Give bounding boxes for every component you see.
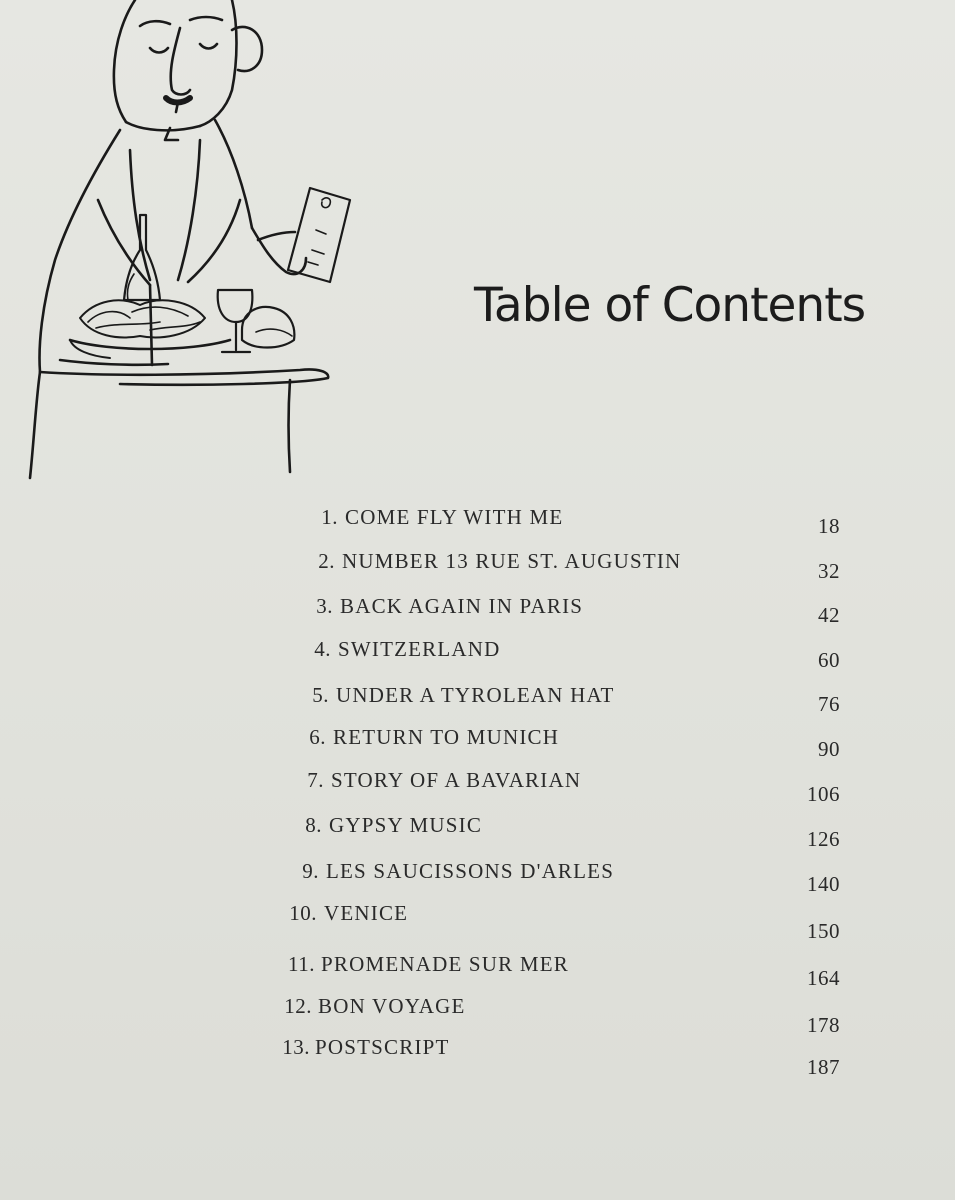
toc-entry-page-number: 32 [818,559,840,583]
toc-entry-number: 9. [302,859,319,883]
toc-entry-number: 7. [307,768,324,792]
toc-entry-title: LES SAUCISSONS D'ARLES [326,859,615,883]
toc-entry-title: BON VOYAGE [318,994,466,1018]
page-title: Table of Contents [474,278,866,333]
toc-entry-number: 6. [309,725,326,749]
toc-entry-number: 5. [312,683,329,707]
toc-entry-title: COME FLY WITH ME [345,505,564,529]
toc-entry-title: STORY OF A BAVARIAN [331,768,582,792]
toc-entry-title: SWITZERLAND [338,637,501,661]
toc-entry-number: 8. [305,813,322,837]
toc-entry-page-number: 126 [807,827,840,851]
toc-entry-page-number: 106 [807,782,840,806]
toc-entry-page-number: 60 [818,648,840,672]
toc-entry-page-number: 187 [807,1055,840,1079]
toc-entry-title: UNDER A TYROLEAN HAT [336,683,615,707]
toc-entry-number: 12. [284,994,312,1018]
toc-entry-page-number: 90 [818,737,840,761]
toc-entry-title: NUMBER 13 RUE ST. AUGUSTIN [342,549,682,573]
toc-entry-title: GYPSY MUSIC [329,813,483,837]
toc-entry-number: 4. [314,637,331,661]
toc-entry-page-number: 178 [807,1013,840,1037]
toc-entry-number: 3. [316,594,333,618]
toc-entry-page-number: 76 [818,692,840,716]
toc-entry-number: 13. [282,1035,310,1059]
toc-entry-page-number: 42 [818,603,840,627]
toc-entry-title: BACK AGAIN IN PARIS [340,594,584,618]
toc-entry-page-number: 150 [807,919,840,943]
toc-entry-number: 10. [289,901,317,925]
toc-entry-number: 2. [318,549,335,573]
toc-entry-title: PROMENADE SUR MER [321,952,569,976]
toc-entry-number: 11. [288,952,315,976]
toc-entry-title: POSTSCRIPT [315,1035,450,1059]
toc-entry-number: 1. [321,505,338,529]
toc-entry-page-number: 140 [807,872,840,896]
toc-entry-page-number: 18 [818,514,840,538]
toc-entry-title: VENICE [324,901,409,925]
toc-entry-title: RETURN TO MUNICH [333,725,560,749]
toc-entry-page-number: 164 [807,966,840,990]
